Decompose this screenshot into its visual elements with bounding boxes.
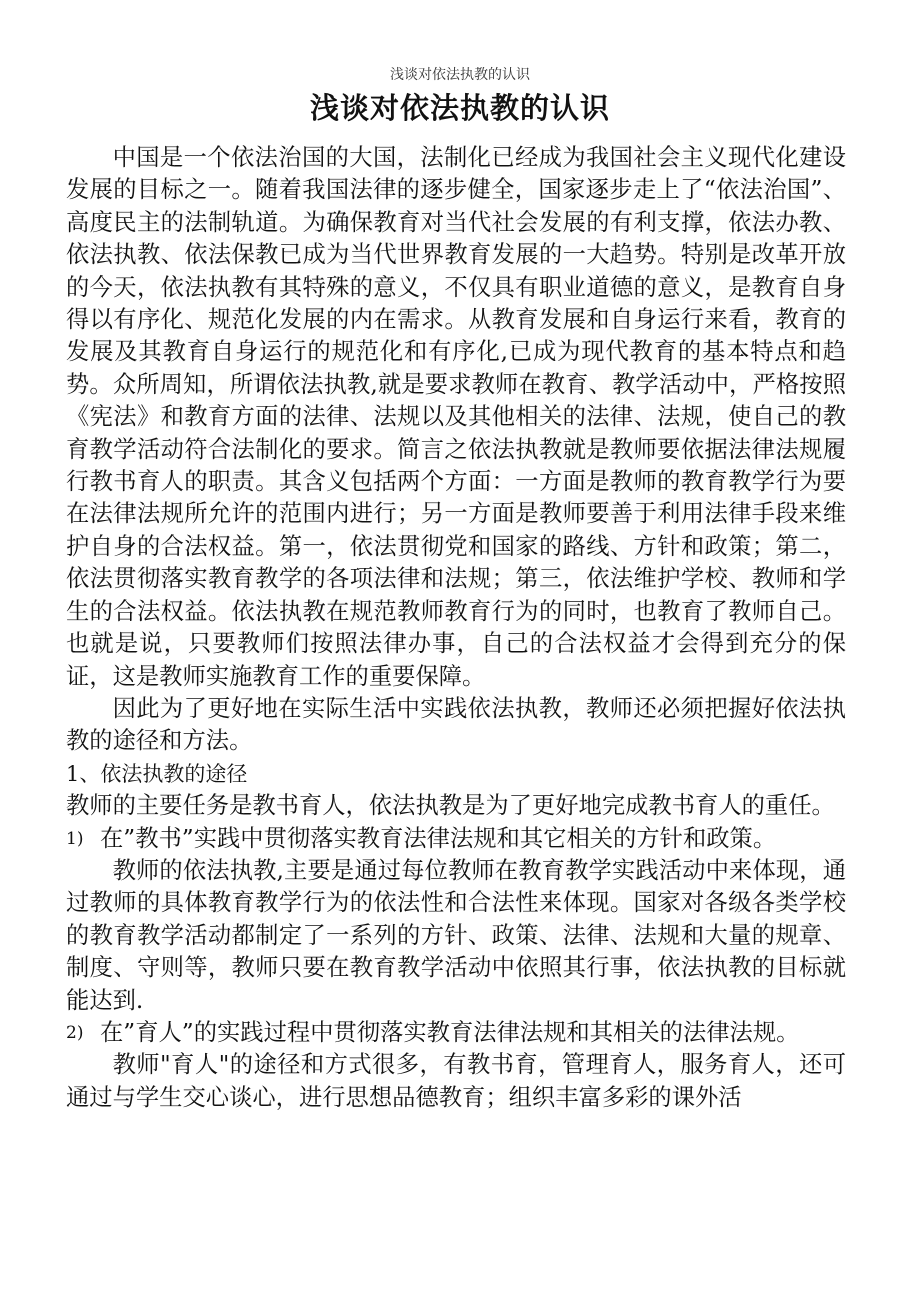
list-item-2 (66, 1017, 846, 1049)
document-body (66, 142, 846, 1114)
list-item-text: 在”教书”实践中贯彻落实教育法律法规和其它相关的方针和政策。 (100, 824, 777, 852)
list-item-1 (66, 823, 846, 855)
list-marker: 1) (66, 828, 84, 849)
intro-paragraph: 中国是一个依法治国的大国，法制化已经成为我国社会主义现代化建设发展的目标之一。随着我国法律的逐步健全，国家逐步走上了“依法治国”、高度民主的法制轨道。为确保教育对当代社会发展的有利支撑，依法办教、依法执教、依法保教已成为当代世界教育发展的一大趋势。特别是改革开放的今天，依法执教有其特殊的意义，不仅具有职业道德的意义，是教育自身得以有序化、规范化发展的内在需求。从教育发展和自身运行来看，教育的发展及其教育自身运行的规范化和有序化,已成为现代教育的基本特点和趋势。众所周知，所谓依法执教,就是要求教师在教育、教学活动中，严格按照《宪法》和教育方面的法律、法规以及其他相关的法律、法规，使自己的教育教学活动符合法制化的要求。简言之依法执教就是教师要依据法律法规履行教书育人的职责。其含义包括两个方面：一方面是教师的教育教学行为要在法律法规所允许的范围内进行；另一方面是教师要善于利用法律手段来维护自身的合法权益。第一，依法贯彻党和国家的路线、方针和政策；第二，依法贯彻落实教育教学的各项法律和法规；第三，依法维护学校、教师和学生的合法权益。依法执教在规范教师教育行为的同时，也教育了教师自己。也就是说，只要教师们按照法律办事，自己的合法权益才会得到充分的保证，这是教师实施教育工作的重要保障。 (66, 144, 846, 690)
list-item-text: 在”育人”的实践过程中贯彻落实教育法律法规和其相关的法律法规。 (100, 1018, 800, 1046)
list-marker: 2) (66, 1022, 84, 1043)
section-heading: 1、依法执教的途径 (66, 761, 248, 786)
section-intro-paragraph: 教师的主要任务是教书育人，依法执教是为了更好地完成教书育人的重任。 (66, 792, 835, 820)
list-item-1-body: 教师的依法执教,主要是通过每位教师在教育教学实践活动中来体现，通过教师的具体教育教学行为的依法性和合法性来体现。国家对各级各类学校的教育教学活动都制定了一系列的方针、政策、法律、法规和大量的规章、制度、守则等，教师只要在教育教学活动中依照其行事，依法执教的目标就能达到. (66, 856, 846, 1014)
transition-paragraph: 因此为了更好地在实际生活中实践依法执教，教师还必须把握好依法执教的途径和方法。 (66, 694, 846, 755)
document-title: 浅谈对依法执教的认识 (309, 91, 610, 125)
list-item-2-body: 教师"育人"的途径和方式很多，有教书育，管理育人，服务育人，还可通过与学生交心谈心，进行思想品德教育；组织丰富多彩的课外活 (66, 1051, 846, 1111)
running-header: 浅谈对依法执教的认识 (390, 67, 530, 83)
